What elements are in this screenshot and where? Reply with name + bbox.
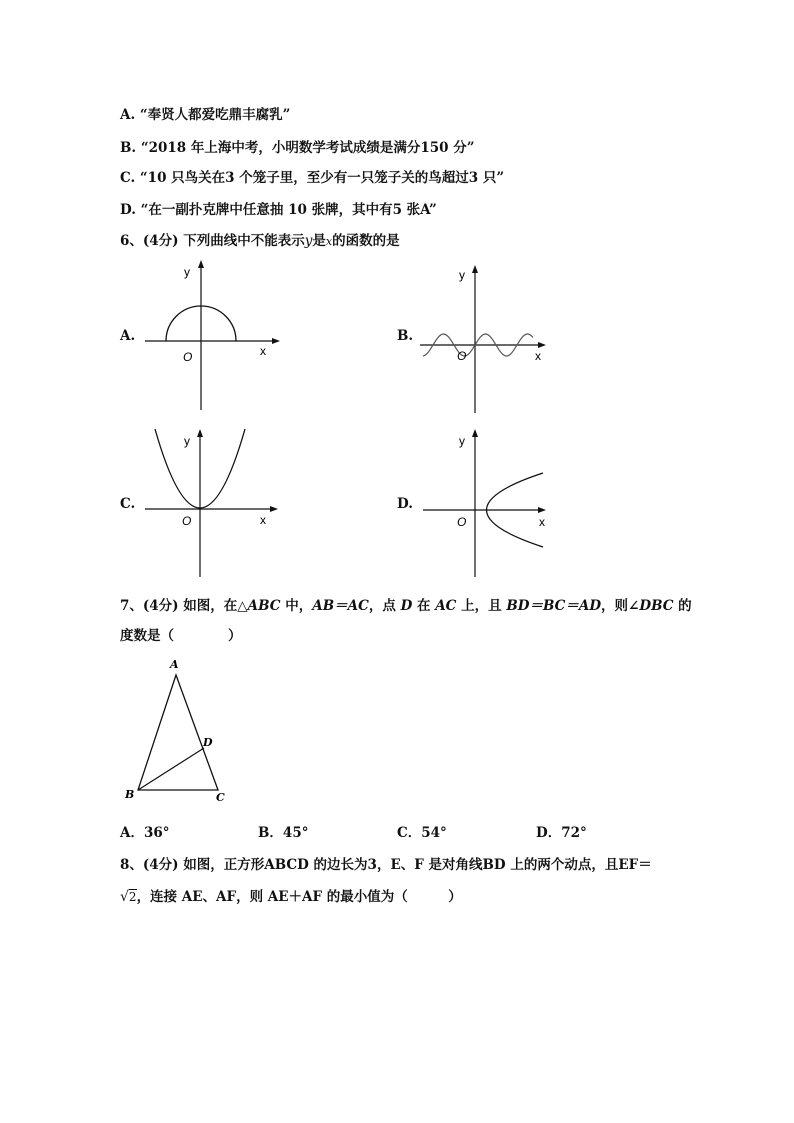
q8-stem-line1: 8、(4分) 如图，正方形ABCD 的边长为3，E、F 是对角线BD 上的两个动点，且EF＝ [120, 857, 652, 873]
graph-a-label: A. [120, 328, 136, 344]
vertex-a-label: A [170, 658, 179, 671]
q5-option-d: D. “在一副扑克牌中任意抽 10 张牌，其中有5 张A” [120, 202, 437, 218]
vertex-b-label: B [125, 788, 135, 801]
graph-b [415, 263, 560, 415]
graph-a [140, 258, 290, 413]
q5-option-a: A. “奉贤人都爱吃鼎丰腐乳” [120, 107, 291, 123]
q8-stem-line2: √2，连接 AE、AF，则 AE＋AF 的最小值为（ ） [120, 889, 462, 905]
graph-c-label: C. [120, 496, 136, 512]
graph-c-y-label: y [184, 434, 190, 448]
point-d-label: D [203, 736, 213, 749]
graph-a-x-label: x [260, 344, 266, 358]
graph-d-y-label: y [459, 434, 465, 448]
q7-option-d: D．72° [536, 825, 587, 841]
q5-option-b: B. “2018 年上海中考，小明数学考试成绩是满分150 分” [120, 140, 475, 156]
vertex-c-label: C [216, 791, 225, 804]
triangle-abc [138, 675, 218, 790]
q6-stem: 6、(4分) 下列曲线中不能表示y是x的函数的是 [120, 233, 400, 249]
graph-d [415, 427, 560, 579]
graph-b-y-label: y [459, 268, 465, 282]
graph-a-origin: O [183, 350, 193, 364]
q7-option-b: B．45° [258, 825, 309, 841]
graph-d-label: D. [397, 496, 413, 512]
graph-a-y-label: y [184, 265, 190, 279]
graph-d-x-label: x [539, 515, 545, 529]
graph-b-x-label: x [535, 349, 541, 363]
q7-stem-line1: 7、(4分) 如图，在△ABC 中，AB＝AC，点 D 在 AC 上，且 BD＝BC＝AD，则∠DBC 的 [120, 598, 692, 614]
graph-b-label: B. [397, 328, 414, 344]
q7-option-c: C．54° [397, 825, 447, 841]
graph-b-origin: O [457, 349, 467, 363]
sqrt-expression: √2 [120, 889, 137, 905]
segment-bd [138, 748, 204, 790]
q7-option-a: A．36° [120, 825, 170, 841]
q7-stem-line2: 度数是（ ） [120, 628, 242, 644]
graph-c [140, 427, 290, 579]
q5-option-c: C. “10 只鸟关在3 个笼子里，至少有一只笼子关的鸟超过3 只” [120, 170, 505, 186]
q7-triangle-figure [118, 655, 238, 805]
graph-c-origin: O [182, 514, 192, 528]
graph-d-origin: O [457, 515, 467, 529]
graph-c-x-label: x [260, 513, 266, 527]
